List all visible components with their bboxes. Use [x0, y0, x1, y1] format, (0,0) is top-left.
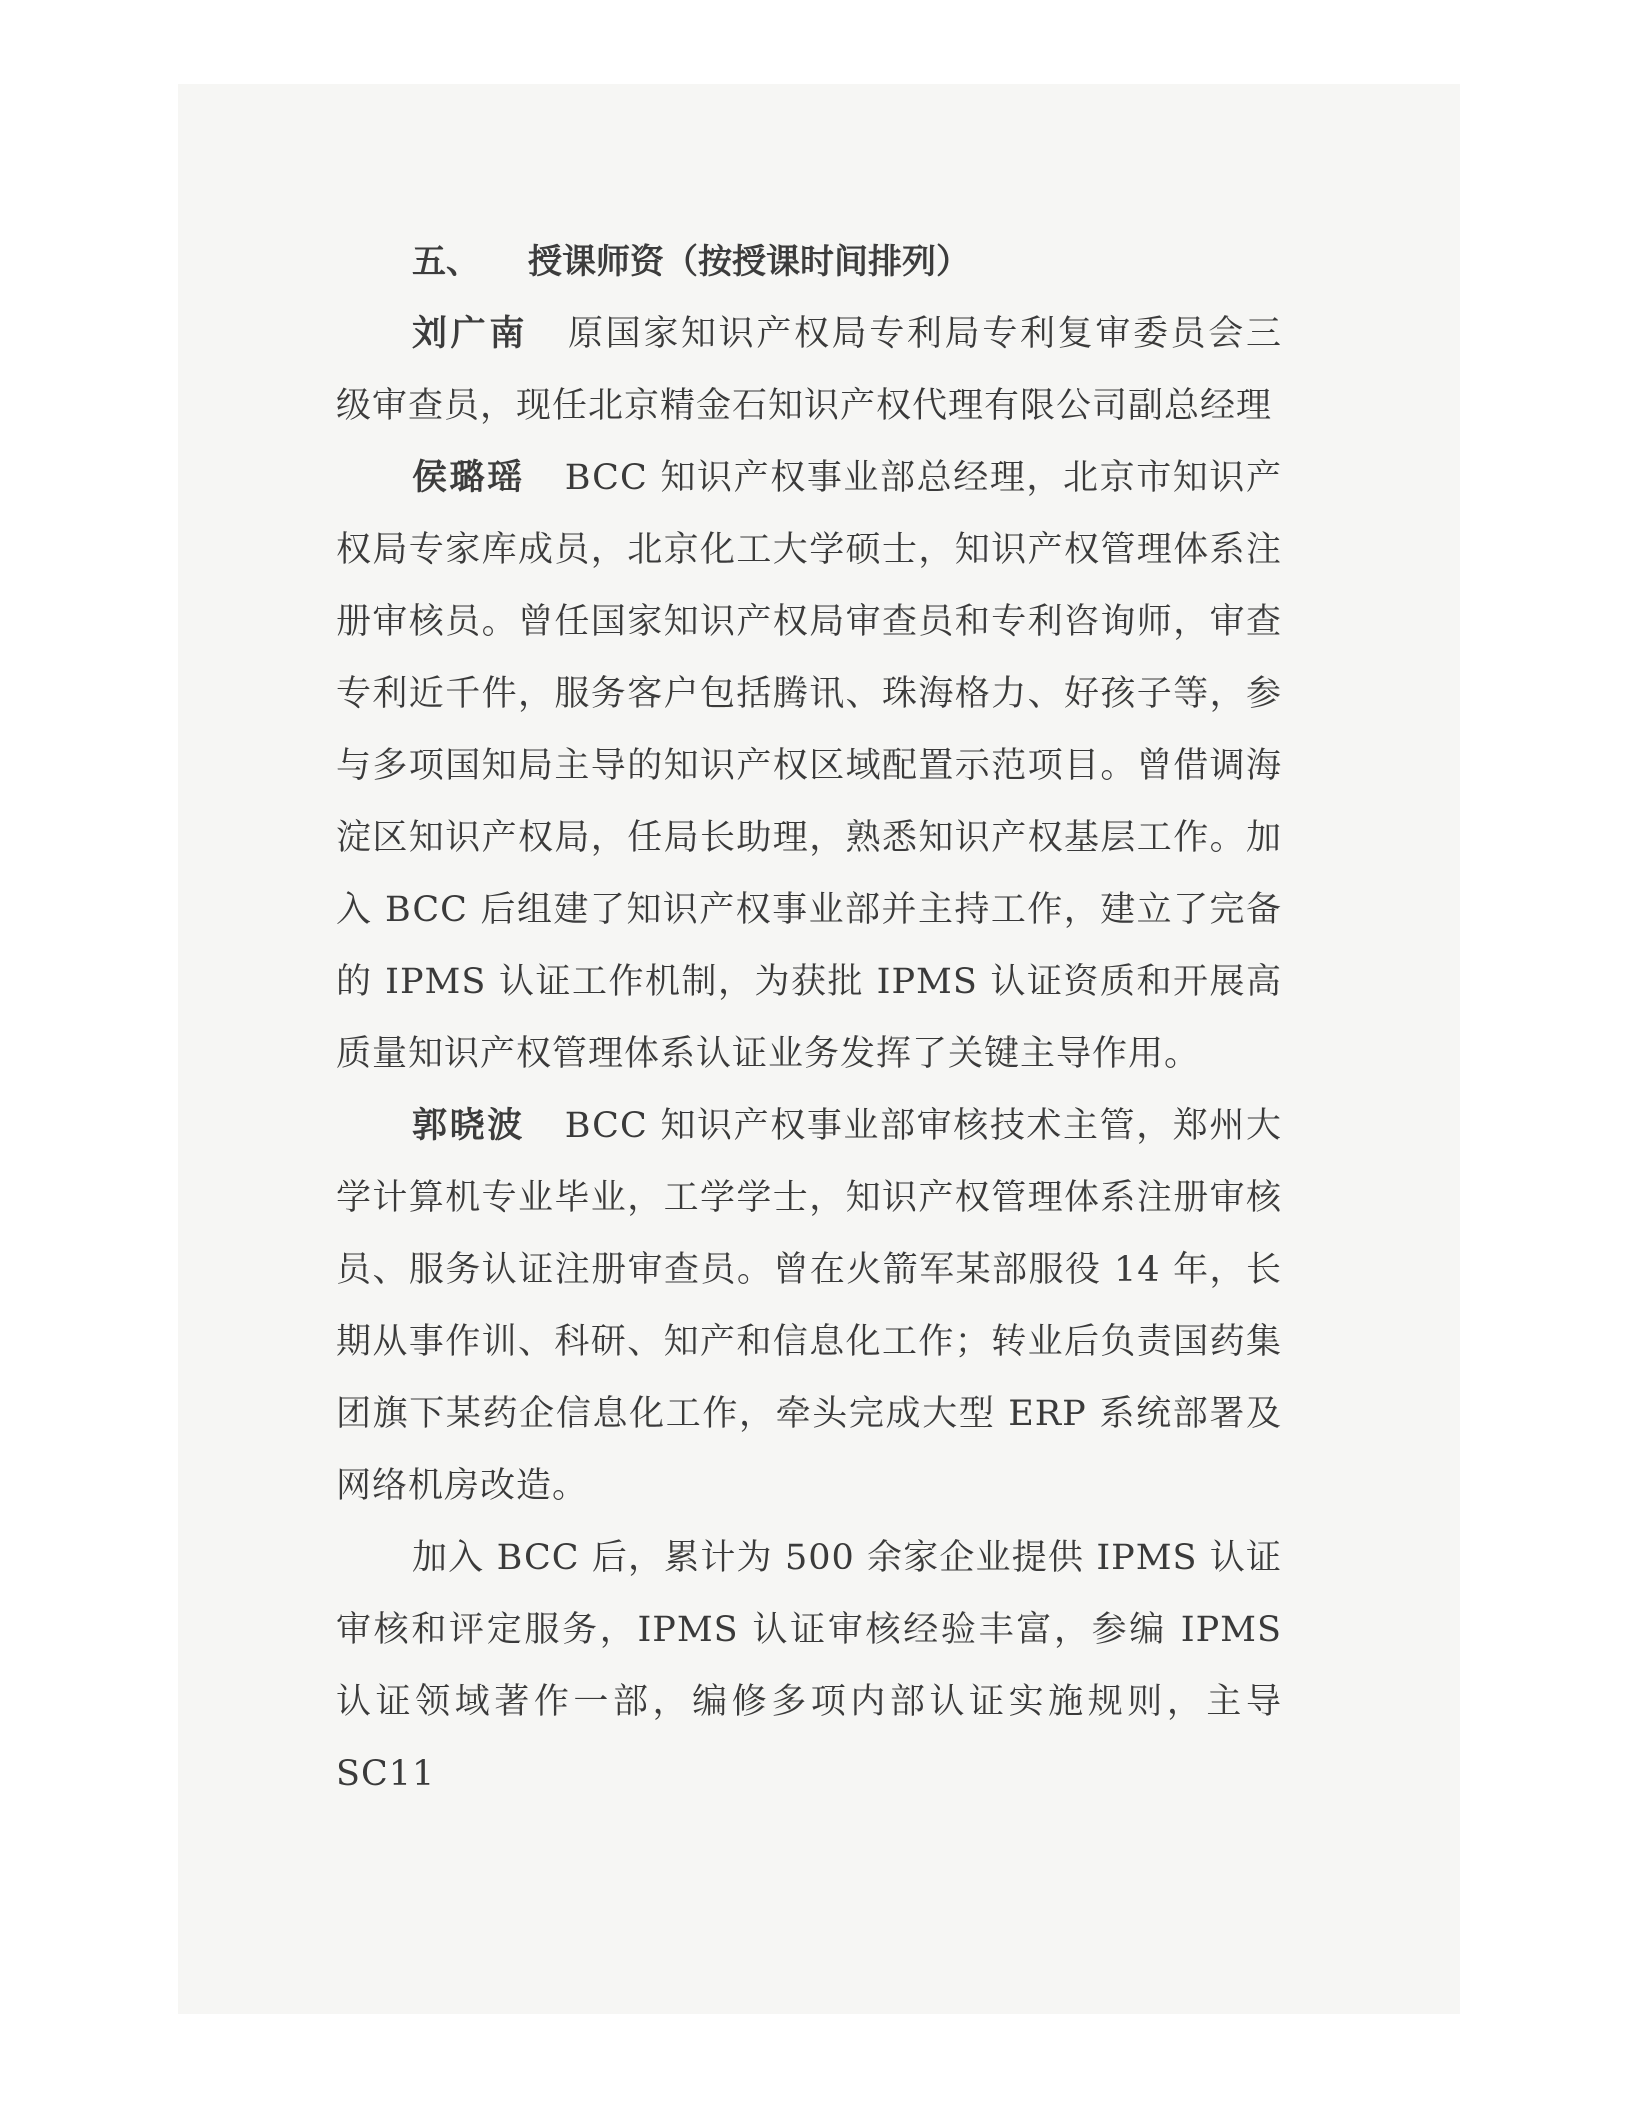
teacher-name: 刘广南	[412, 314, 528, 354]
teacher-bio: 原国家知识产权局专利局专利复审委员会三级审查员，现任北京精金石知识产权代理有限公司副总经理	[336, 314, 1282, 426]
teacher-bio: BCC 知识产权事业部总经理，北京市知识产权局专家库成员，北京化工大学硕士，知识产权管理体系注册审核员。曾任国家知识产权局审查员和专利咨询师，审查专利近千件，服务客户包括腾讯、珠海格力、好孩子等，参与多项国知局主导的知识产权区域配置示范项目。曾借调海淀区知识产权局，任局长助理，熟悉知识产权基层工作。加入 BCC 后组建了知识产权事业部并主持工作，建立了完备的 IPMS 认证工作机制，为获批 IPMS 认证资质和开展高质量知识产权管理体系认证业务发挥了关键主导作用。	[336, 458, 1282, 1074]
teacher-name: 郭晓波	[412, 1106, 525, 1146]
teacher-name: 侯璐瑶	[412, 458, 525, 498]
continuation-paragraph: 加入 BCC 后，累计为 500 余家企业提供 IPMS 认证审核和评定服务，IPMS 认证审核经验丰富，参编 IPMS 认证领域著作一部，编修多项内部认证实施规则，主导 SC11	[336, 1538, 1282, 1794]
teacher-entry	[336, 1090, 1282, 1522]
teacher-bio: BCC 知识产权事业部审核技术主管，郑州大学计算机专业毕业，工学学士，知识产权管理体系注册审核员、服务认证注册审查员。曾在火箭军某部服役 14 年，长期从事作训、科研、知产和信息化工作；转业后负责国药集团旗下某药企信息化工作，牵头完成大型 ERP 系统部署及网络机房改造。	[336, 1106, 1282, 1506]
teacher-entry	[336, 442, 1282, 1090]
section-title: 授课师资（按授课时间排列）	[528, 242, 970, 282]
section-heading	[336, 226, 1282, 298]
section-number: 五、	[412, 242, 480, 282]
teacher-entry	[336, 298, 1282, 442]
document-body	[336, 226, 1282, 1810]
